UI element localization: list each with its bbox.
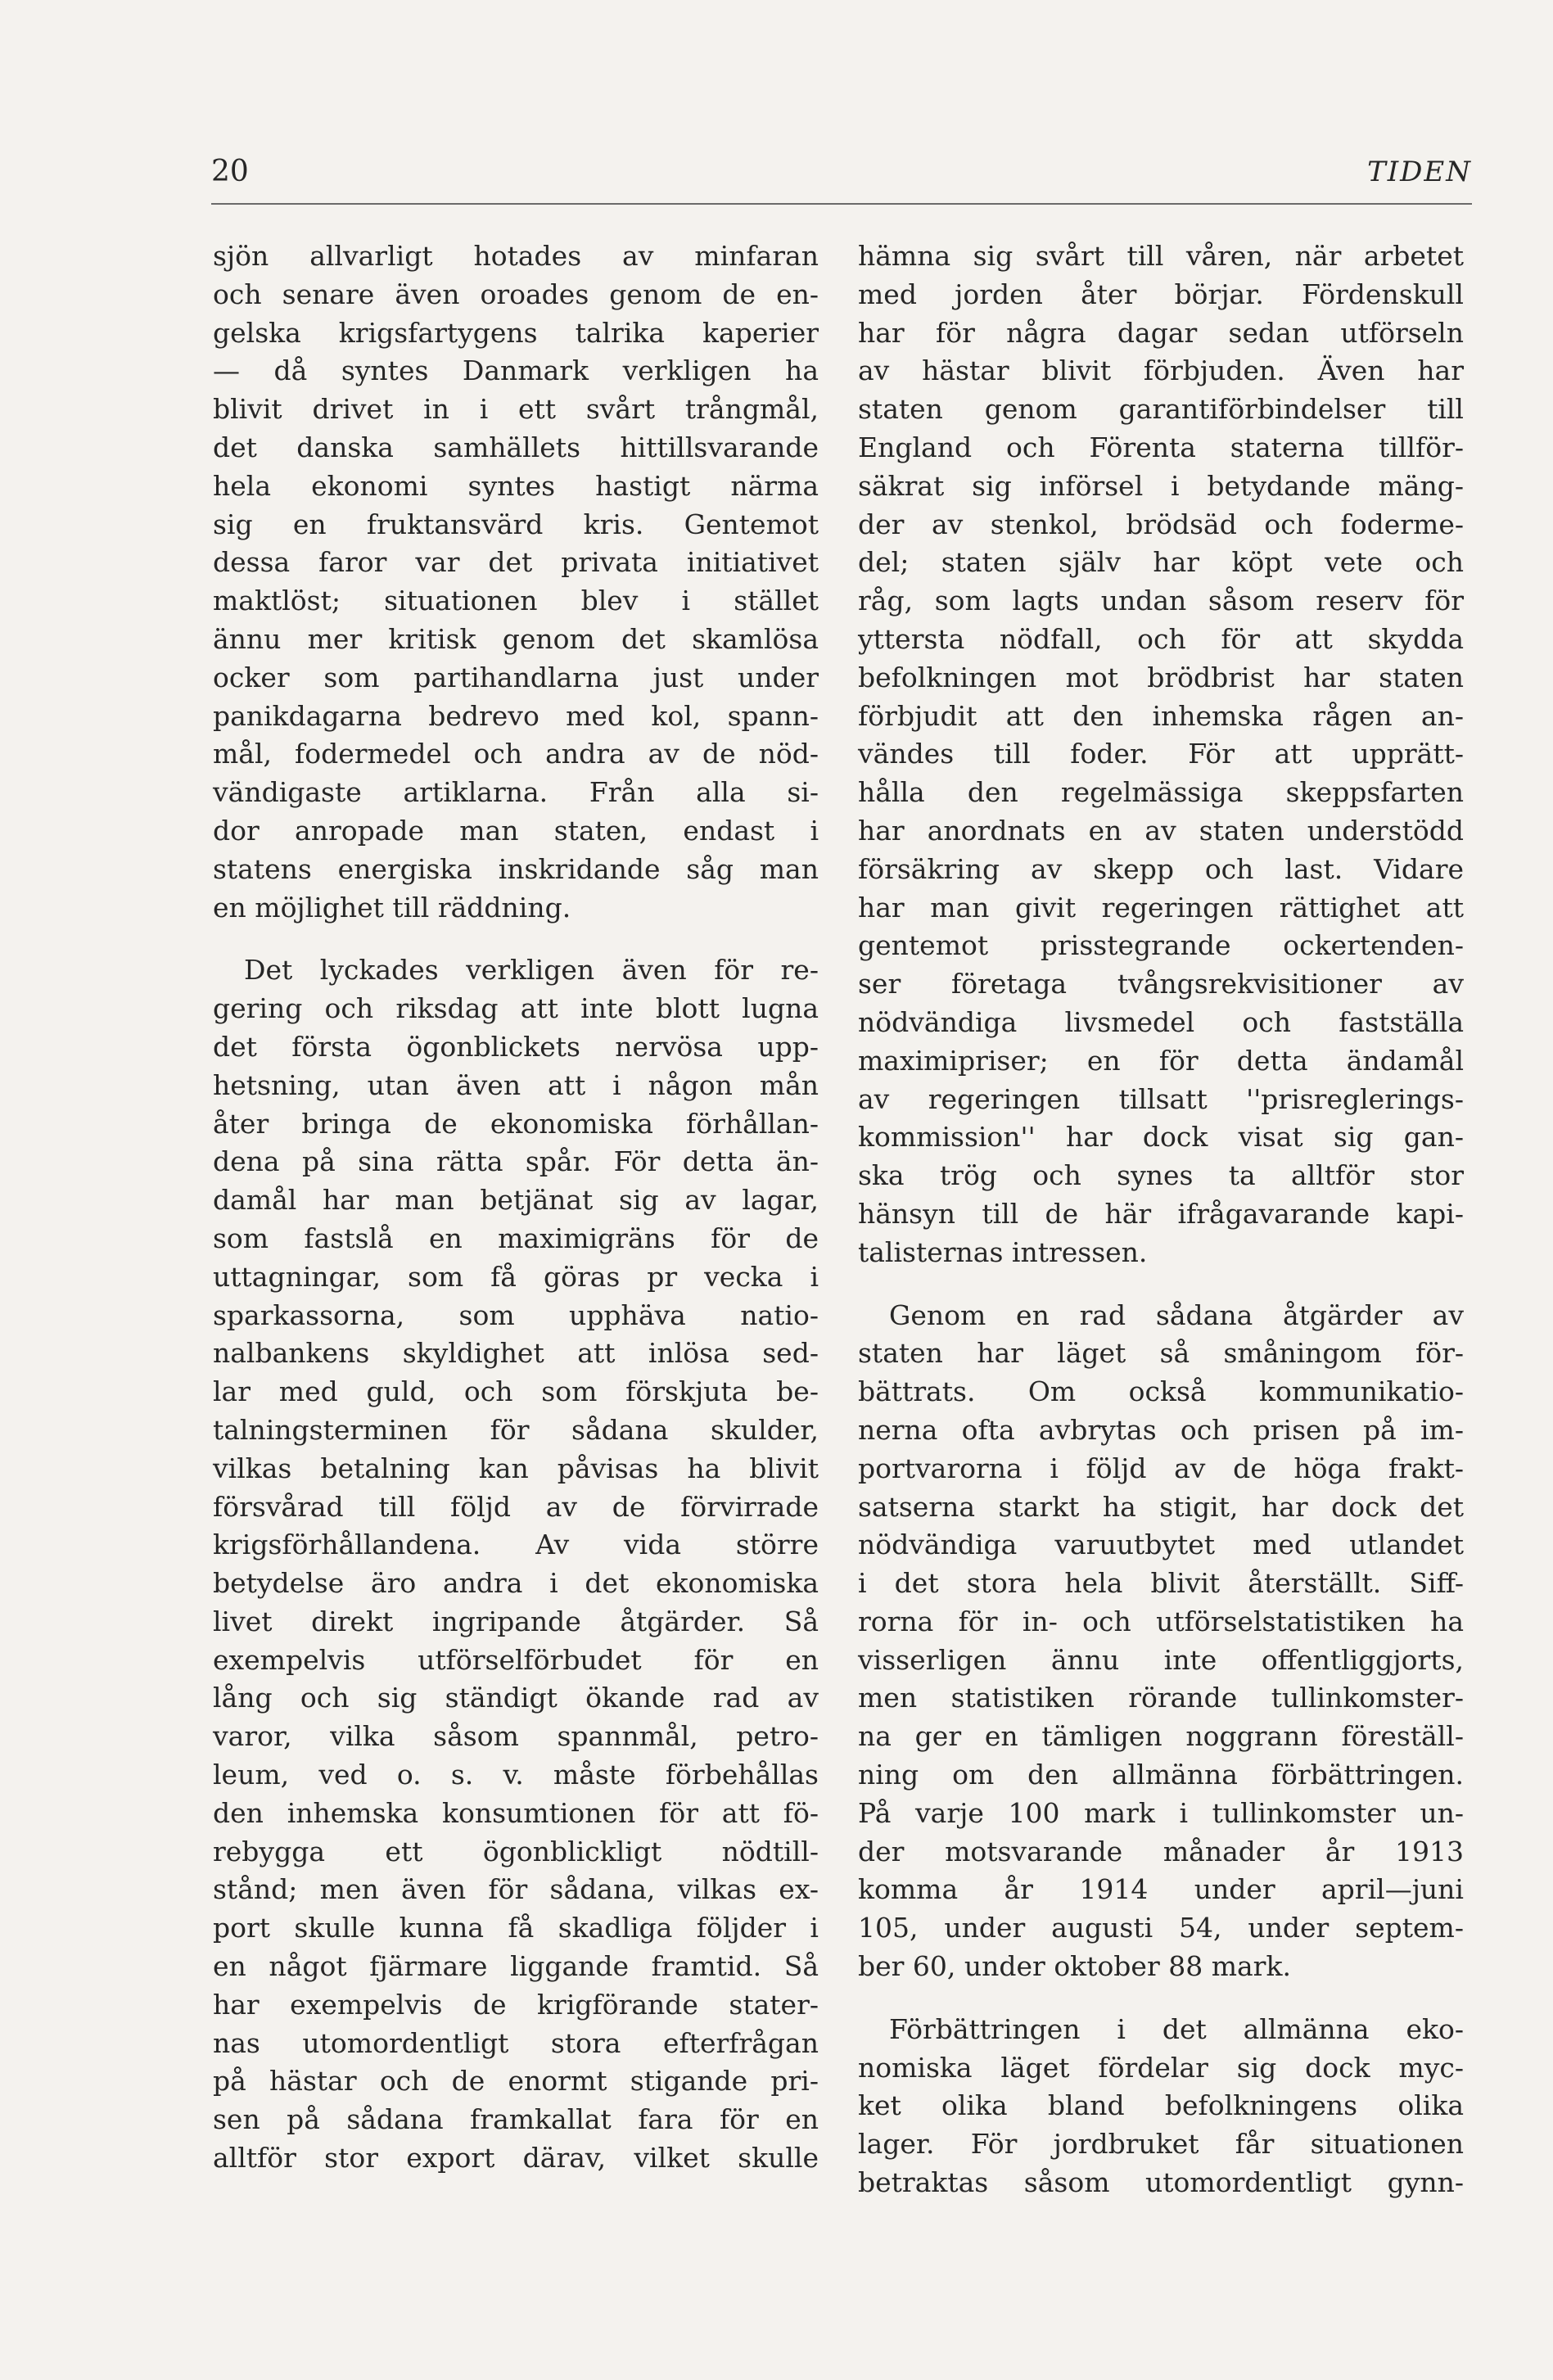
text-line: port skulle kunna få skadliga följder i [213,1912,819,1944]
text-line: hänsyn till de här ifrågavarande kapi- [858,1197,1464,1230]
text-line: ket olika bland befolkningens olika [858,2089,1464,2122]
text-line: åter bringa de ekonomiska förhållan- [213,1107,819,1140]
text-line: förbjudit att den inhemska rågen an- [858,699,1464,732]
text-line: i det stora hela blivit återställt. Siff- [858,1567,1464,1600]
text-line: ännu mer kritisk genom det skamlösa [213,622,819,655]
text-line: exempelvis utförselförbudet för en [213,1643,819,1676]
text-line: det danska samhällets hittillsvarande [213,431,819,463]
text-line: England och Förenta staterna tillför- [858,431,1464,463]
text-line: har exempelvis de krigförande stater- [213,1988,819,2021]
text-line: betydelse äro andra i det ekonomiska [213,1567,819,1600]
text-line: staten har läget så småningom för- [858,1337,1464,1370]
text-line: men statistiken rörande tullinkomster- [858,1682,1464,1714]
text-line: alltför stor export därav, vilket skulle [213,2142,819,2175]
text-line: hela ekonomi syntes hastigt närma [213,469,819,502]
text-line: lar med guld, och som förskjuta be- [213,1375,819,1408]
text-line: vändes till foder. För att upprätt- [858,738,1464,770]
text-line: stånd; men även för sådana, vilkas ex- [213,1873,819,1906]
text-line: ocker som partihandlarna just under [213,661,819,693]
text-line: mål, fodermedel och andra av de nöd- [213,738,819,770]
text-line: kommission'' har dock visat sig gan- [858,1121,1464,1154]
text-line: talisternas intressen. [858,1235,1148,1268]
text-line: nödvändiga varuutbytet med utlandet [858,1529,1464,1561]
text-line: krigsförhållandena. Av vida större [213,1529,819,1561]
left-paragraph [213,237,819,927]
text-line: komma år 1914 under april—juni [858,1873,1464,1906]
text-line: talningsterminen för sådana skulder, [213,1413,819,1446]
text-line: bättrats. Om också kommunikatio- [858,1375,1464,1408]
text-line: dena på sina rätta spår. För detta än- [213,1145,819,1178]
text-line: och senare även oroades genom de en- [213,278,819,310]
text-line: ska trög och synes ta alltför stor [858,1159,1464,1192]
text-line: försäkring av skepp och last. Vidare [858,852,1464,885]
text-line: sig en fruktansvärd kris. Gentemot [213,508,819,540]
text-line: Det lyckades verkligen även för re- [244,954,819,987]
text-line: uttagningar, som få göras pr vecka i [213,1260,819,1293]
text-line: nalbankens skyldighet att inlösa sed- [213,1337,819,1370]
text-line: maktlöst; situationen blev i stället [213,585,819,617]
text-line: nomiska läget fördelar sig dock myc- [858,2051,1464,2084]
text-line: blivit drivet in i ett svårt trångmål, [213,393,819,426]
page-number: 20 [211,155,249,188]
text-line: lager. För jordbruket får situationen [858,2128,1464,2161]
text-line: har man givit regeringen rättighet att [858,891,1464,924]
text-line: damål har man betjänat sig av lagar, [213,1184,819,1217]
text-line: portvarorna i följd av de höga frakt- [858,1452,1464,1484]
text-line: På varje 100 mark i tullinkomster un- [858,1796,1464,1829]
running-head [211,156,1472,196]
text-line: den inhemska konsumtionen för att fö- [213,1796,819,1829]
text-line: har för några dagar sedan utförseln [858,316,1464,349]
text-line: ber 60, under oktober 88 mark. [858,1950,1291,1983]
text-line: sparkassorna, som upphäva natio- [213,1298,819,1331]
text-line: råg, som lagts undan såsom reserv för [858,585,1464,617]
text-line: det första ögonblickets nervösa upp- [213,1030,819,1063]
text-line: ning om den allmänna förbättringen. [858,1759,1464,1791]
text-line: yttersta nödfall, och för att skydda [858,622,1464,655]
text-line: varor, vilka såsom spannmål, petro- [213,1720,819,1753]
text-line: del; staten själv har köpt vete och [858,546,1464,579]
text-line: har anordnats en av staten understödd [858,814,1464,847]
text-line: satserna starkt ha stigit, har dock det [858,1490,1464,1523]
text-line: rebygga ett ögonblickligt nödtill- [213,1835,819,1867]
text-line: — då syntes Danmark verkligen ha [213,355,819,387]
text-line: staten genom garantiförbindelser till [858,393,1464,426]
text-line: ser företaga tvångsrekvisitioner av [858,968,1464,1000]
text-line: statens energiska inskridande såg man [213,852,819,885]
text-line: gentemot prisstegrande ockertenden- [858,929,1464,962]
left-column [213,237,819,2178]
text-line: Genom en rad sådana åtgärder av [889,1298,1464,1331]
text-line: nödvändiga livsmedel och fastställa [858,1005,1464,1038]
text-line: sjön allvarligt hotades av minfaran [213,240,819,272]
text-line: av hästar blivit förbjuden. Även har [858,355,1464,387]
text-line: betraktas såsom utomordentligt gynn- [858,2166,1464,2199]
text-line: der motsvarande månader år 1913 [858,1835,1464,1867]
text-line: hålla den regelmässiga skeppsfarten [858,776,1464,809]
text-line: na ger en tämligen noggrann föreställ- [858,1720,1464,1753]
text-line: lång och sig ständigt ökande rad av [213,1682,819,1714]
text-line: vilkas betalning kan påvisas ha blivit [213,1452,819,1484]
text-line: 105, under augusti 54, under septem- [858,1912,1464,1944]
right-paragraph [858,1297,1464,1986]
text-line: rorna för in- och utförselstatistiken ha [858,1605,1464,1637]
text-line: med jorden åter börjar. Fördenskull [858,278,1464,310]
text-line: sen på sådana framkallat fara för en [213,2103,819,2136]
text-line: befolkningen mot brödbrist har staten [858,661,1464,693]
text-line: en möjlighet till räddning. [213,891,571,924]
text-line: maximipriser; en för detta ändamål [858,1044,1464,1077]
header-rule [211,203,1472,205]
text-line: vändigaste artiklarna. Från alla si- [213,776,819,809]
text-line: leum, ved o. s. v. måste förbehållas [213,1759,819,1791]
right-paragraph [858,2011,1464,2202]
text-line: Förbättringen i det allmänna eko- [889,2012,1464,2045]
text-line: säkrat sig införsel i betydande mäng- [858,469,1464,502]
journal-title: TIDEN [1367,156,1472,188]
text-line: visserligen ännu inte offentliggjorts, [858,1643,1464,1676]
right-column [858,237,1464,2202]
text-line: av regeringen tillsatt ''prisreglerings- [858,1082,1464,1115]
text-line: gelska krigsfartygens talrika kaperier [213,316,819,349]
text-line: en något fjärmare liggande framtid. Så [213,1950,819,1983]
left-paragraph [213,951,819,2178]
text-line: hämna sig svårt till våren, när arbetet [858,240,1464,272]
text-line: som fastslå en maximigräns för de [213,1222,819,1254]
text-line: nerna ofta avbrytas och prisen på im- [858,1413,1464,1446]
text-line: gering och riksdag att inte blott lugna [213,992,819,1025]
text-line: livet direkt ingripande åtgärder. Så [213,1605,819,1637]
text-line: försvårad till följd av de förvirrade [213,1490,819,1523]
text-line: på hästar och de enormt stigande pri- [213,2065,819,2098]
text-line: dor anropade man staten, endast i [213,814,819,847]
text-line: dessa faror var det privata initiativet [213,546,819,579]
right-paragraph [858,237,1464,1272]
text-line: hetsning, utan även att i någon mån [213,1068,819,1101]
text-line: nas utomordentligt stora efterfrågan [213,2026,819,2059]
text-line: der av stenkol, brödsäd och foderme- [858,508,1464,540]
text-line: panikdagarna bedrevo med kol, spann- [213,699,819,732]
